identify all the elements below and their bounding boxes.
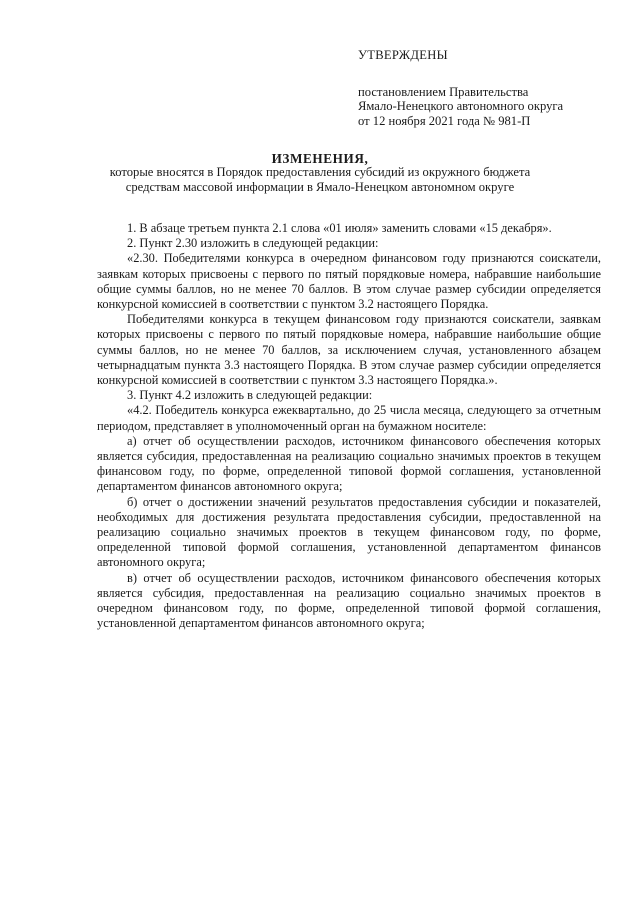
- document-title: ИЗМЕНЕНИЯ,: [271, 151, 369, 166]
- subparagraph-v: в) отчет об осуществлении расходов, источником финансового обеспечения которых является субсидия, предоставленная на реализацию социально значимых проектов в очередном финансовом году, по форме, определенной типовой формой соглашения, установленной департаментом финансов автономного округа;: [97, 570, 601, 631]
- subparagraph-b: б) отчет о достижении значений результатов предоставления субсидии и показателей, необходимых для достижения результата предоставления субсидии, предоставленной на реализацию социально значимых проектов в текущем финансовом году, по форме, определенной типовой формой соглашения, установленной департаментом финансов автономного округа;: [97, 494, 601, 570]
- approval-block: [358, 48, 628, 128]
- approval-line: Ямало-Ненецкого автономного округа: [358, 99, 564, 114]
- document-body: [97, 221, 601, 631]
- paragraph-2-30: «2.30. Победителями конкурса в очередном финансовом году признаются соискатели, заявкам которых присвоены с первого по пятый порядковые номера, набравшие наибольшие общие суммы баллов, но не менее 70 баллов. В этом случае размер субсидии определяется конкурсной комиссией в соответствии с пунктом 3.2 настоящего Порядка.: [97, 251, 601, 312]
- paragraph-4-2: «4.2. Победитель конкурса ежеквартально, до 25 числа месяца, следующего за отчетным периодом, представляет в уполномоченный орган на бумажном носителе:: [97, 403, 601, 433]
- paragraph-2-30-second: Победителями конкурса в текущем финансовом году признаются соискатели, заявкам которых присвоены с первого по пятый порядковые номера, набравшие наибольшие общие суммы баллов, но не менее 70 баллов, за исключением случая, установленного абзацем четырнадцатым пункта 3.3 настоящего Порядка. В этом случае размер субсидии определяется конкурсной комиссией в соответствии с пунктом 3.3 настоящего Порядка.».: [97, 312, 601, 388]
- paragraph-item-3: 3. Пункт 4.2 изложить в следующей редакции:: [127, 388, 373, 403]
- approval-heading: УТВЕРЖДЕНЫ: [358, 48, 448, 62]
- subtitle-line: которые вносятся в Порядок предоставления субсидий из окружного бюджета: [109, 165, 531, 179]
- document-subtitle: [0, 165, 640, 195]
- subtitle-line: средствам массовой информации в Ямало-Ненецком автономном округе: [125, 180, 515, 194]
- subparagraph-a: а) отчет об осуществлении расходов, источником финансового обеспечения которых является субсидия, предоставленная на реализацию социально значимых проектов в текущем финансовом году, по форме, определенной типовой формой соглашения, установленной департаментом финансов автономного округа;: [97, 433, 601, 494]
- paragraph-item-1: 1. В абзаце третьем пункта 2.1 слова «01 июля» заменить словами «15 декабря».: [127, 221, 552, 235]
- approval-line: от 12 ноября 2021 года № 981-П: [358, 113, 531, 128]
- paragraph-item-2: 2. Пункт 2.30 изложить в следующей редакции:: [127, 236, 379, 251]
- approval-line: постановлением Правительства: [358, 84, 529, 99]
